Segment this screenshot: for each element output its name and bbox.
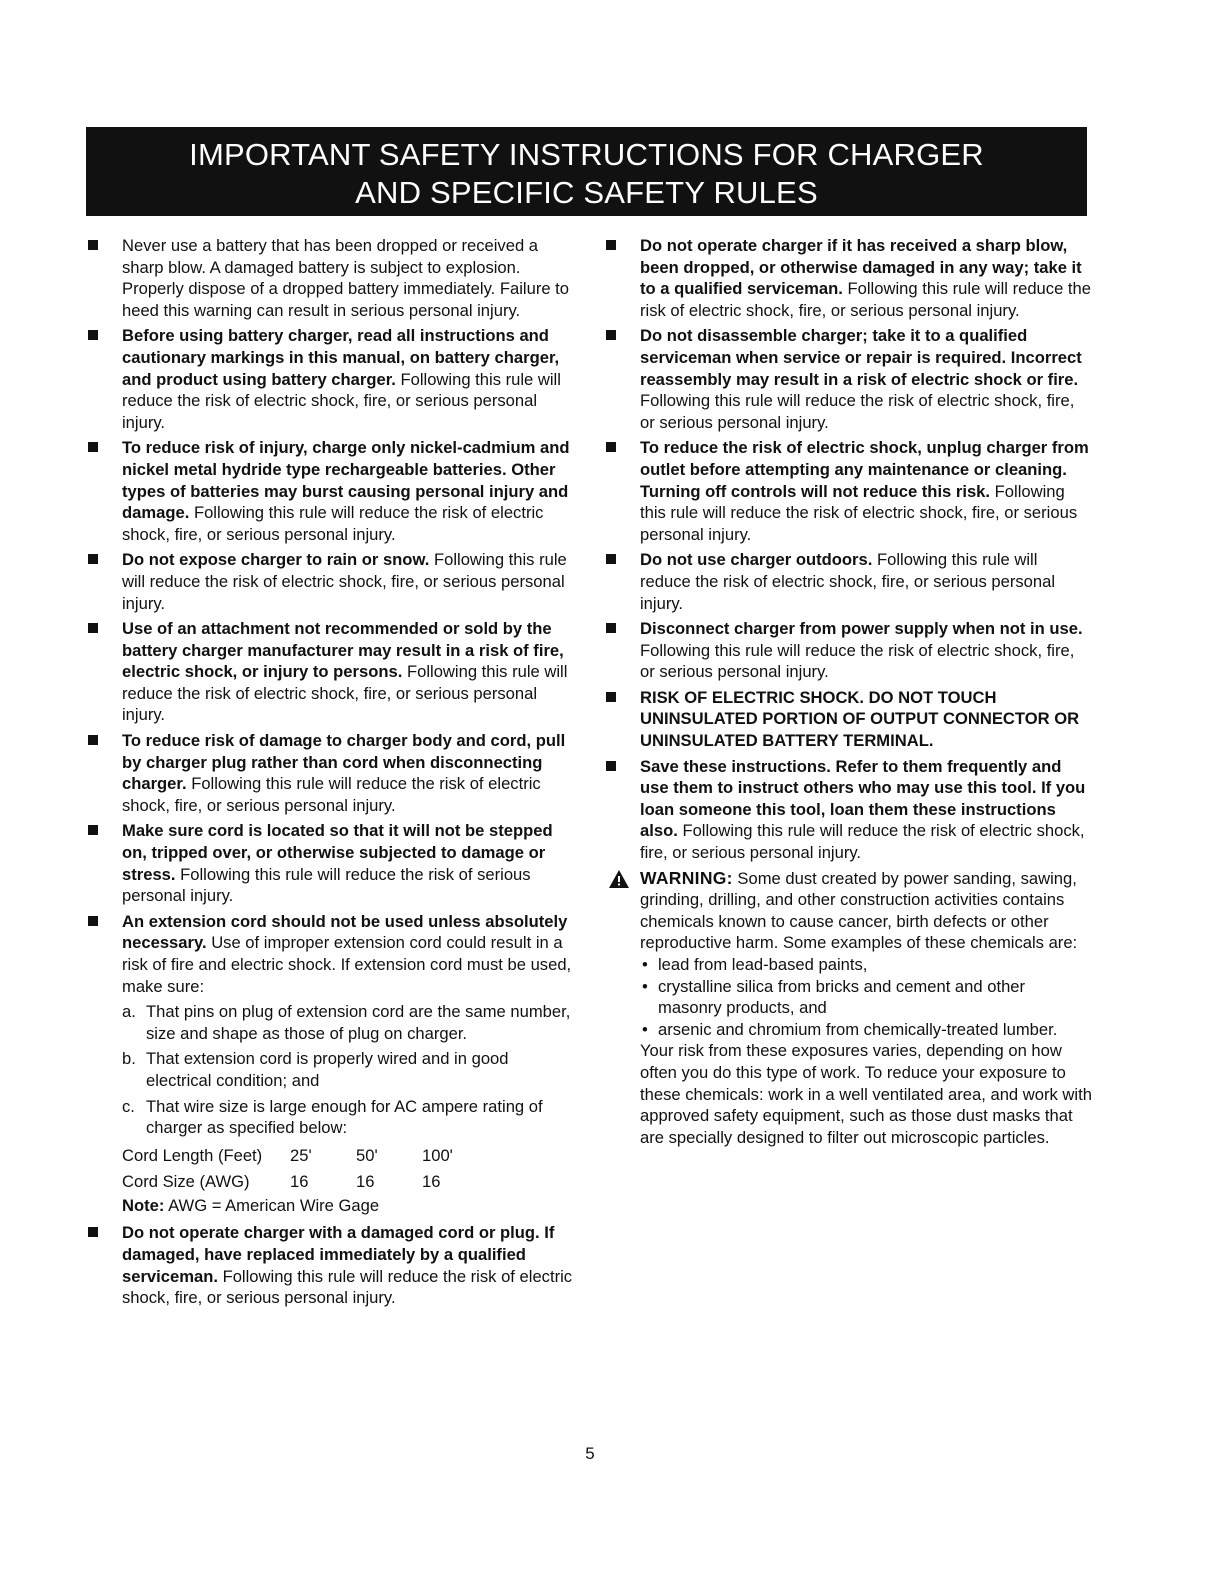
list-item: Never use a battery that has been dropped or received a sharp blow. A damaged battery is subject to explosion. Properly dispose of a dropped battery immediately. Failure to heed this warning can result in serious personal injury.: [86, 235, 574, 321]
warning-label: WARNING:: [640, 867, 733, 888]
list-item: Use of an attachment not recommended or sold by the battery charger manufacturer may result in a risk of fire, electric shock, or injury to persons. Following this rule will reduce the risk of electric shock, fire, or serious personal injury.: [86, 618, 574, 726]
list-item: An extension cord should not be used unless absolutely necessary. Use of improper extension cord could result in a risk of fire and electric shock. If extension cord must be used, make sure:: [86, 911, 574, 997]
header-line-2: AND SPECIFIC SAFETY RULES: [355, 175, 818, 210]
warning-closing-text: Your risk from these exposures varies, depending on how often you do this type of work. To reduce your exposure to these chemicals: work in a well ventilated area, and work with approved safety equipment, such as those dust masks that are specially designed to filter out microscopic particles.: [640, 1041, 1092, 1147]
sub-item-a: a. That pins on plug of extension cord are the same number, size and shape as those of plug on charger.: [122, 1002, 571, 1043]
list-item: Disconnect charger from power supply when not in use. Following this rule will reduce the risk of electric shock, fire, or serious personal injury.: [604, 618, 1092, 683]
left-column: [86, 235, 574, 1313]
square-bullet-icon: [88, 330, 98, 340]
square-bullet-icon: [88, 916, 98, 926]
list-item: • crystalline silica from bricks and cement and other masonry products, and: [642, 976, 1026, 1018]
list-item: • lead from lead-based paints,: [642, 955, 868, 974]
square-bullet-icon: [88, 554, 98, 564]
square-bullet-icon: [606, 623, 616, 633]
cord-spec-table: [122, 1143, 574, 1195]
square-bullet-icon: [88, 825, 98, 835]
right-column: [604, 235, 1092, 1148]
square-bullet-icon: [606, 330, 616, 340]
square-bullet-icon: [88, 240, 98, 250]
list-item: Save these instructions. Refer to them frequently and use them to instruct others who may use this tool. If you loan someone this tool, loan them these instructions also. Following this rule will reduce the risk of electric shock, fire, or serious personal injury.: [604, 756, 1092, 864]
list-item: To reduce the risk of electric shock, unplug charger from outlet before attempting any maintenance or cleaning. Turning off controls will not reduce this risk. Following this rule will reduce the risk of electric shock, fire, or serious personal injury.: [604, 437, 1092, 545]
list-item: Make sure cord is located so that it will not be stepped on, tripped over, or otherwise subjected to damage or stress. Following this rule will reduce the risk of serious personal injury.: [86, 820, 574, 906]
square-bullet-icon: [606, 692, 616, 702]
list-item: To reduce risk of damage to charger body and cord, pull by charger plug rather than cord when disconnecting charger. Following this rule will reduce the risk of electric shock, fire, or serious personal injury.: [86, 730, 574, 816]
square-bullet-icon: [88, 442, 98, 452]
list-item: Do not use charger outdoors. Following this rule will reduce the risk of electric shock, fire, or serious personal injury.: [604, 549, 1092, 614]
square-bullet-icon: [606, 442, 616, 452]
list-item: To reduce risk of injury, charge only nickel-cadmium and nickel metal hydride type rechargeable batteries. Other types of batteries may burst causing personal injury and damage. Following this rule will reduce the risk of electric shock, fire, or serious personal injury.: [86, 437, 574, 545]
page-header-banner: [86, 127, 1087, 216]
warning-triangle-icon: [608, 869, 630, 889]
square-bullet-icon: [606, 554, 616, 564]
page-number: 5: [585, 1444, 595, 1463]
table-row: Cord Size (AWG) 16 16 16: [122, 1171, 441, 1191]
square-bullet-icon: [606, 240, 616, 250]
sub-item-c: c. That wire size is large enough for AC ampere rating of charger as specified below:: [122, 1096, 543, 1138]
list-item: Do not disassemble charger; take it to a qualified serviceman when service or repair is required. Incorrect reassembly may result in a risk of electric shock or fire. Following this rule will reduce the risk of electric shock, fire, or serious personal injury.: [604, 325, 1092, 433]
square-bullet-icon: [88, 735, 98, 745]
square-bullet-icon: [88, 1227, 98, 1237]
sub-item-b: b. That extension cord is properly wired and in good electrical condition; and: [122, 1049, 509, 1090]
square-bullet-icon: [606, 761, 616, 771]
list-item: Do not operate charger with a damaged cord or plug. If damaged, have replaced immediately by a qualified serviceman. Following this rule will reduce the risk of electric shock, fire, or serious personal injury.: [86, 1222, 574, 1308]
list-item: Do not expose charger to rain or snow. Following this rule will reduce the risk of electric shock, fire, or serious personal injury.: [86, 549, 574, 614]
awg-note: Note: AWG = American Wire Gage: [122, 1195, 380, 1215]
list-item: • arsenic and chromium from chemically-treated lumber.: [642, 1019, 1058, 1039]
list-item: RISK OF ELECTRIC SHOCK. DO NOT TOUCH UNINSULATED PORTION OF OUTPUT CONNECTOR OR UNINSULATED BATTERY TERMINAL.: [604, 687, 1092, 752]
list-item: Before using battery charger, read all instructions and cautionary markings in this manual, on battery charger, and product using battery charger. Following this rule will reduce the risk of electric shock, fire, or serious personal injury.: [86, 325, 574, 433]
square-bullet-icon: [88, 623, 98, 633]
table-row: Cord Length (Feet) 25' 50' 100': [122, 1145, 453, 1165]
warning-block: WARNING: Some dust created by power sanding, sawing, grinding, drilling, and other construction activities contains chemicals known to cause cancer, birth defects or other reproductive harm. Some examples of these chemicals are: • lead from lead-based paints, • crystalline silica from bricks and cement and other masonry products, and • arsenic and chromium from chemically-treated lumber. Your risk from these exposures varies, depending on how often you do this type of work. To reduce your exposure to these chemicals: work in a well ventilated area, and work with approved safety equipment, such as those dust masks that are specially designed to filter out microscopic particles.: [604, 868, 1092, 1149]
list-item: Do not operate charger if it has received a sharp blow, been dropped, or otherwise damaged in any way; take it to a qualified serviceman. Following this rule will reduce the risk of electric shock, fire, or serious personal injury.: [604, 235, 1092, 321]
header-line-1: IMPORTANT SAFETY INSTRUCTIONS FOR CHARGER: [189, 137, 984, 172]
